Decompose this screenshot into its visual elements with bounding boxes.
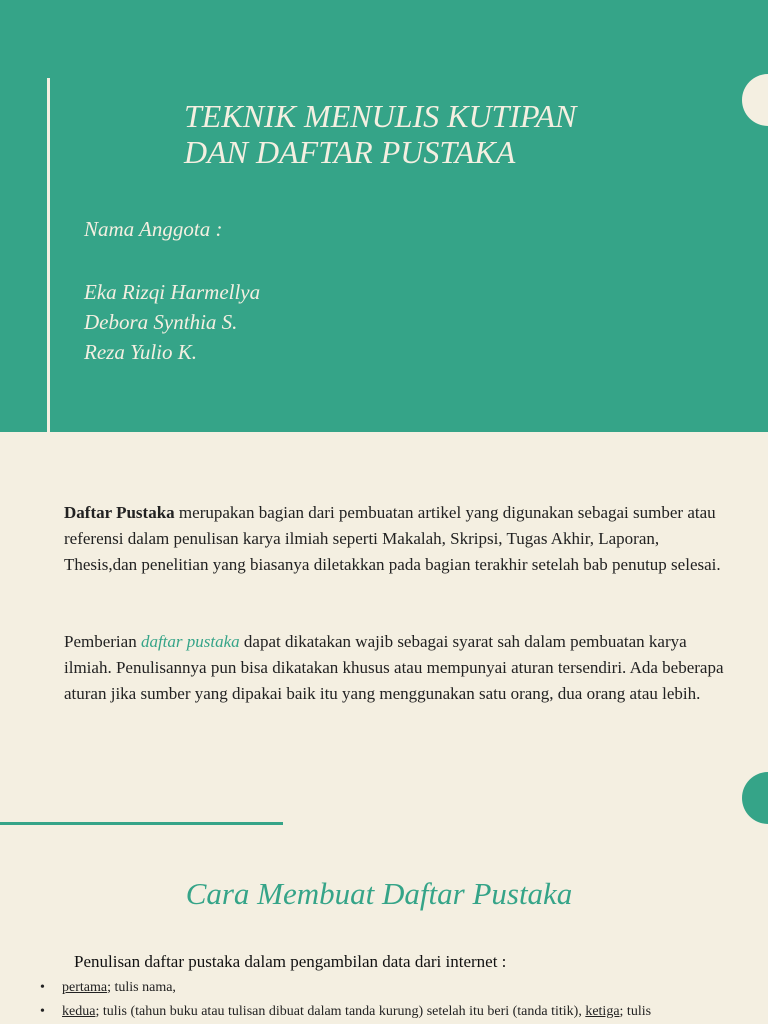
term-italic: daftar pustaka <box>140 632 240 651</box>
decorative-circle <box>742 74 768 126</box>
rules-paragraph <box>64 629 724 707</box>
step-keyword: pertama <box>62 980 108 995</box>
section-heading: Cara Membuat Daftar Pustaka <box>185 876 573 911</box>
step-text: ; tulis (tahun buku atau tulisan dibuat dalam tanda kurung) setelah itu beri (tanda titik), <box>95 1004 586 1019</box>
horizontal-divider <box>0 822 283 825</box>
definition-text: merupakan bagian dari pembuatan artikel yang digunakan sebagai sumber atau referensi dalam penulisan karya ilmiah seperti Makalah, Skripsi, Tugas Akhir, Laporan, Thesis,dan penelitian yang biasanya diletakkan pada bagian terakhir setelah bab penutup selesai. <box>64 503 721 574</box>
title-slide <box>0 0 768 432</box>
steps-list <box>40 976 740 1024</box>
definition-slide <box>0 432 768 832</box>
title-line-2: DAN DAFTAR PUSTAKA <box>184 134 516 170</box>
member-name: Reza Yulio K. <box>84 340 197 364</box>
members-label: Nama Anggota : <box>84 217 223 241</box>
term-daftar-pustaka: Daftar Pustaka <box>64 503 175 522</box>
step-keyword: ketiga <box>585 1004 620 1019</box>
member-name: Debora Synthia S. <box>84 310 238 334</box>
member-name: Eka Rizqi Harmellya <box>84 280 261 304</box>
slide-title <box>184 98 576 170</box>
decorative-circle <box>742 772 768 824</box>
rules-text-start: Pemberian <box>64 632 141 651</box>
section-intro: Penulisan daftar pustaka dalam pengambilan data dari internet : <box>74 952 507 971</box>
bullet-icon: • <box>40 1004 45 1019</box>
title-line-1: TEKNIK MENULIS KUTIPAN <box>184 98 577 134</box>
vertical-divider <box>47 78 50 432</box>
step-text: ; tulis nama, <box>107 980 176 995</box>
definition-paragraph <box>64 500 724 578</box>
member-list <box>84 277 260 367</box>
step-keyword: kedua <box>62 1004 96 1019</box>
step-text: ; tulis <box>619 1004 652 1019</box>
list-item <box>40 1000 740 1024</box>
bullet-icon: • <box>40 980 45 995</box>
list-item <box>40 976 740 1000</box>
rules-text: dapat dikatakan wajib sebagai syarat sah dalam pembuatan karya ilmiah. Penulisannya pun bisa dikatakan khusus atau mempunyai aturan tersendiri. Ada beberapa aturan jika sumber yang dipakai baik itu yang menggunakan satu orang, dua orang atau lebih. <box>64 632 724 703</box>
